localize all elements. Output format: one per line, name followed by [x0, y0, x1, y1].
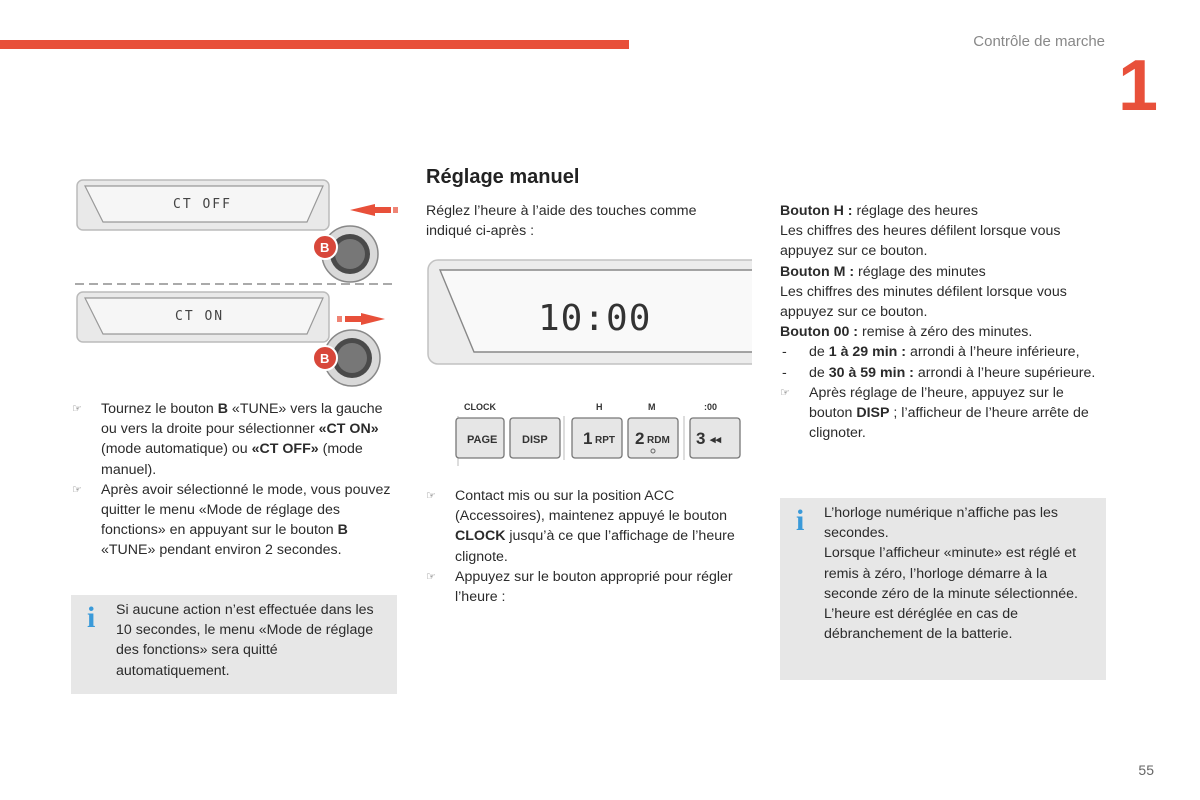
button-strip-illustration: [452, 396, 752, 471]
info-text: Si aucune action n’est effectuée dans les 10 secondes, le menu «Mode de réglage des fonctions» sera quitté automatiquement.: [116, 602, 374, 679]
list-item: - de 1 à 29 min : arrondi à l’heure inférieure,: [782, 344, 1080, 361]
intro-text: Réglez l’heure à l’aide des touches comme indiqué ci-après :: [426, 203, 697, 240]
svg-text:B: B: [320, 240, 330, 255]
arrow-right-icon: [361, 313, 385, 325]
list-item: ☞ Contact mis ou sur la position ACC (Accessoires), maintenez appuyé le bouton CLOCK jusqu’à ce que l’affichage de l’heure clignote.: [426, 488, 735, 565]
rdm-button: [628, 418, 678, 458]
info-icon: i: [87, 601, 96, 634]
list-item: ☞ Après réglage de l’heure, appuyez sur le bouton DISP ; l’afficheur de l’heure arrête de clignoter.: [780, 384, 1089, 442]
button-00-line: Bouton 00 : remise à zéro des minutes.: [780, 324, 1033, 341]
button-m-line: Bouton M : réglage des minutes: [780, 263, 986, 280]
info-box: [71, 595, 397, 694]
rpt-button: [572, 418, 622, 458]
hand-pointer-icon: ☞: [72, 403, 82, 415]
button-descriptions: [780, 201, 1105, 443]
button-m-desc: Les chiffres des minutes défilent lorsque vous appuyez sur ce bouton.: [780, 283, 1067, 321]
info-text: L’horloge numérique n’affiche pas les secondes. Lorsque l’afficheur «minute» est réglé et remis à zéro, l’horloge démarre à la seconde zéro de la minute sélectionnée. L’heure est déréglée en cas de débranchement de la batterie.: [824, 505, 1078, 643]
disp-button: [510, 418, 560, 458]
label-clock: CLOCK: [464, 402, 496, 412]
svg-text:DISP: DISP: [522, 434, 548, 446]
header-accent-bar: [0, 40, 629, 49]
svg-text:PAGE: PAGE: [467, 434, 498, 446]
clock-display-illustration: [426, 256, 752, 368]
clock-time: 10:00: [538, 298, 652, 339]
lcd-ct-on: [77, 292, 329, 342]
page-button: [456, 418, 504, 458]
tune-knob-illustration: [75, 172, 400, 387]
hand-pointer-icon: ☞: [426, 490, 436, 502]
svg-text:3: 3: [696, 429, 706, 448]
hand-pointer-icon: ☞: [780, 386, 790, 399]
rewind-button: [690, 418, 740, 458]
lcd-ct-off: [77, 180, 329, 230]
list-item: ☞ Tournez le bouton B «TUNE» vers la gauche ou vers la droite pour sélectionner «CT ON» (mode automatique) ou «CT OFF» (mode manuel).: [72, 401, 383, 478]
section-title: Contrôle de marche: [973, 33, 1105, 50]
svg-text:RPT: RPT: [595, 435, 615, 446]
button-h-line: Bouton H : réglage des heures: [780, 203, 978, 219]
label-m: M: [648, 402, 656, 412]
svg-text:RDM: RDM: [647, 435, 670, 446]
info-box: [780, 498, 1106, 680]
svg-text:1: 1: [583, 429, 593, 448]
button-h-desc: Les chiffres des heures défilent lorsque vous appuyez sur ce bouton.: [780, 223, 1061, 260]
svg-text:◂◂: ◂◂: [710, 434, 722, 446]
info-icon: i: [796, 504, 805, 537]
section-heading: Réglage manuel: [426, 166, 580, 188]
chapter-number: 1: [1117, 46, 1158, 126]
list-item: ☞ Appuyez sur le bouton approprié pour régler l’heure :: [426, 568, 733, 606]
svg-text:B: B: [320, 351, 330, 366]
label-00: :00: [704, 402, 718, 412]
list-item: ☞ Après avoir sélectionné le mode, vous pouvez quitter le menu «Mode de réglage des fonctions» en appuyant sur le bouton B «TUNE» pendant environ 2 secondes.: [72, 481, 391, 559]
lcd-ct-on-text: CT ON: [175, 309, 225, 324]
lcd-ct-off-text: CT OFF: [173, 197, 232, 212]
svg-text:2: 2: [635, 429, 645, 448]
page-number: 55: [1138, 762, 1154, 778]
hand-pointer-icon: ☞: [72, 483, 82, 496]
arrow-left-icon: [350, 204, 375, 216]
hand-pointer-icon: ☞: [426, 570, 436, 583]
left-instructions: [72, 399, 400, 561]
middle-instructions: [426, 486, 756, 607]
label-h: H: [596, 402, 603, 412]
list-item: - de 30 à 59 min : arrondi à l’heure supérieure.: [782, 364, 1096, 381]
